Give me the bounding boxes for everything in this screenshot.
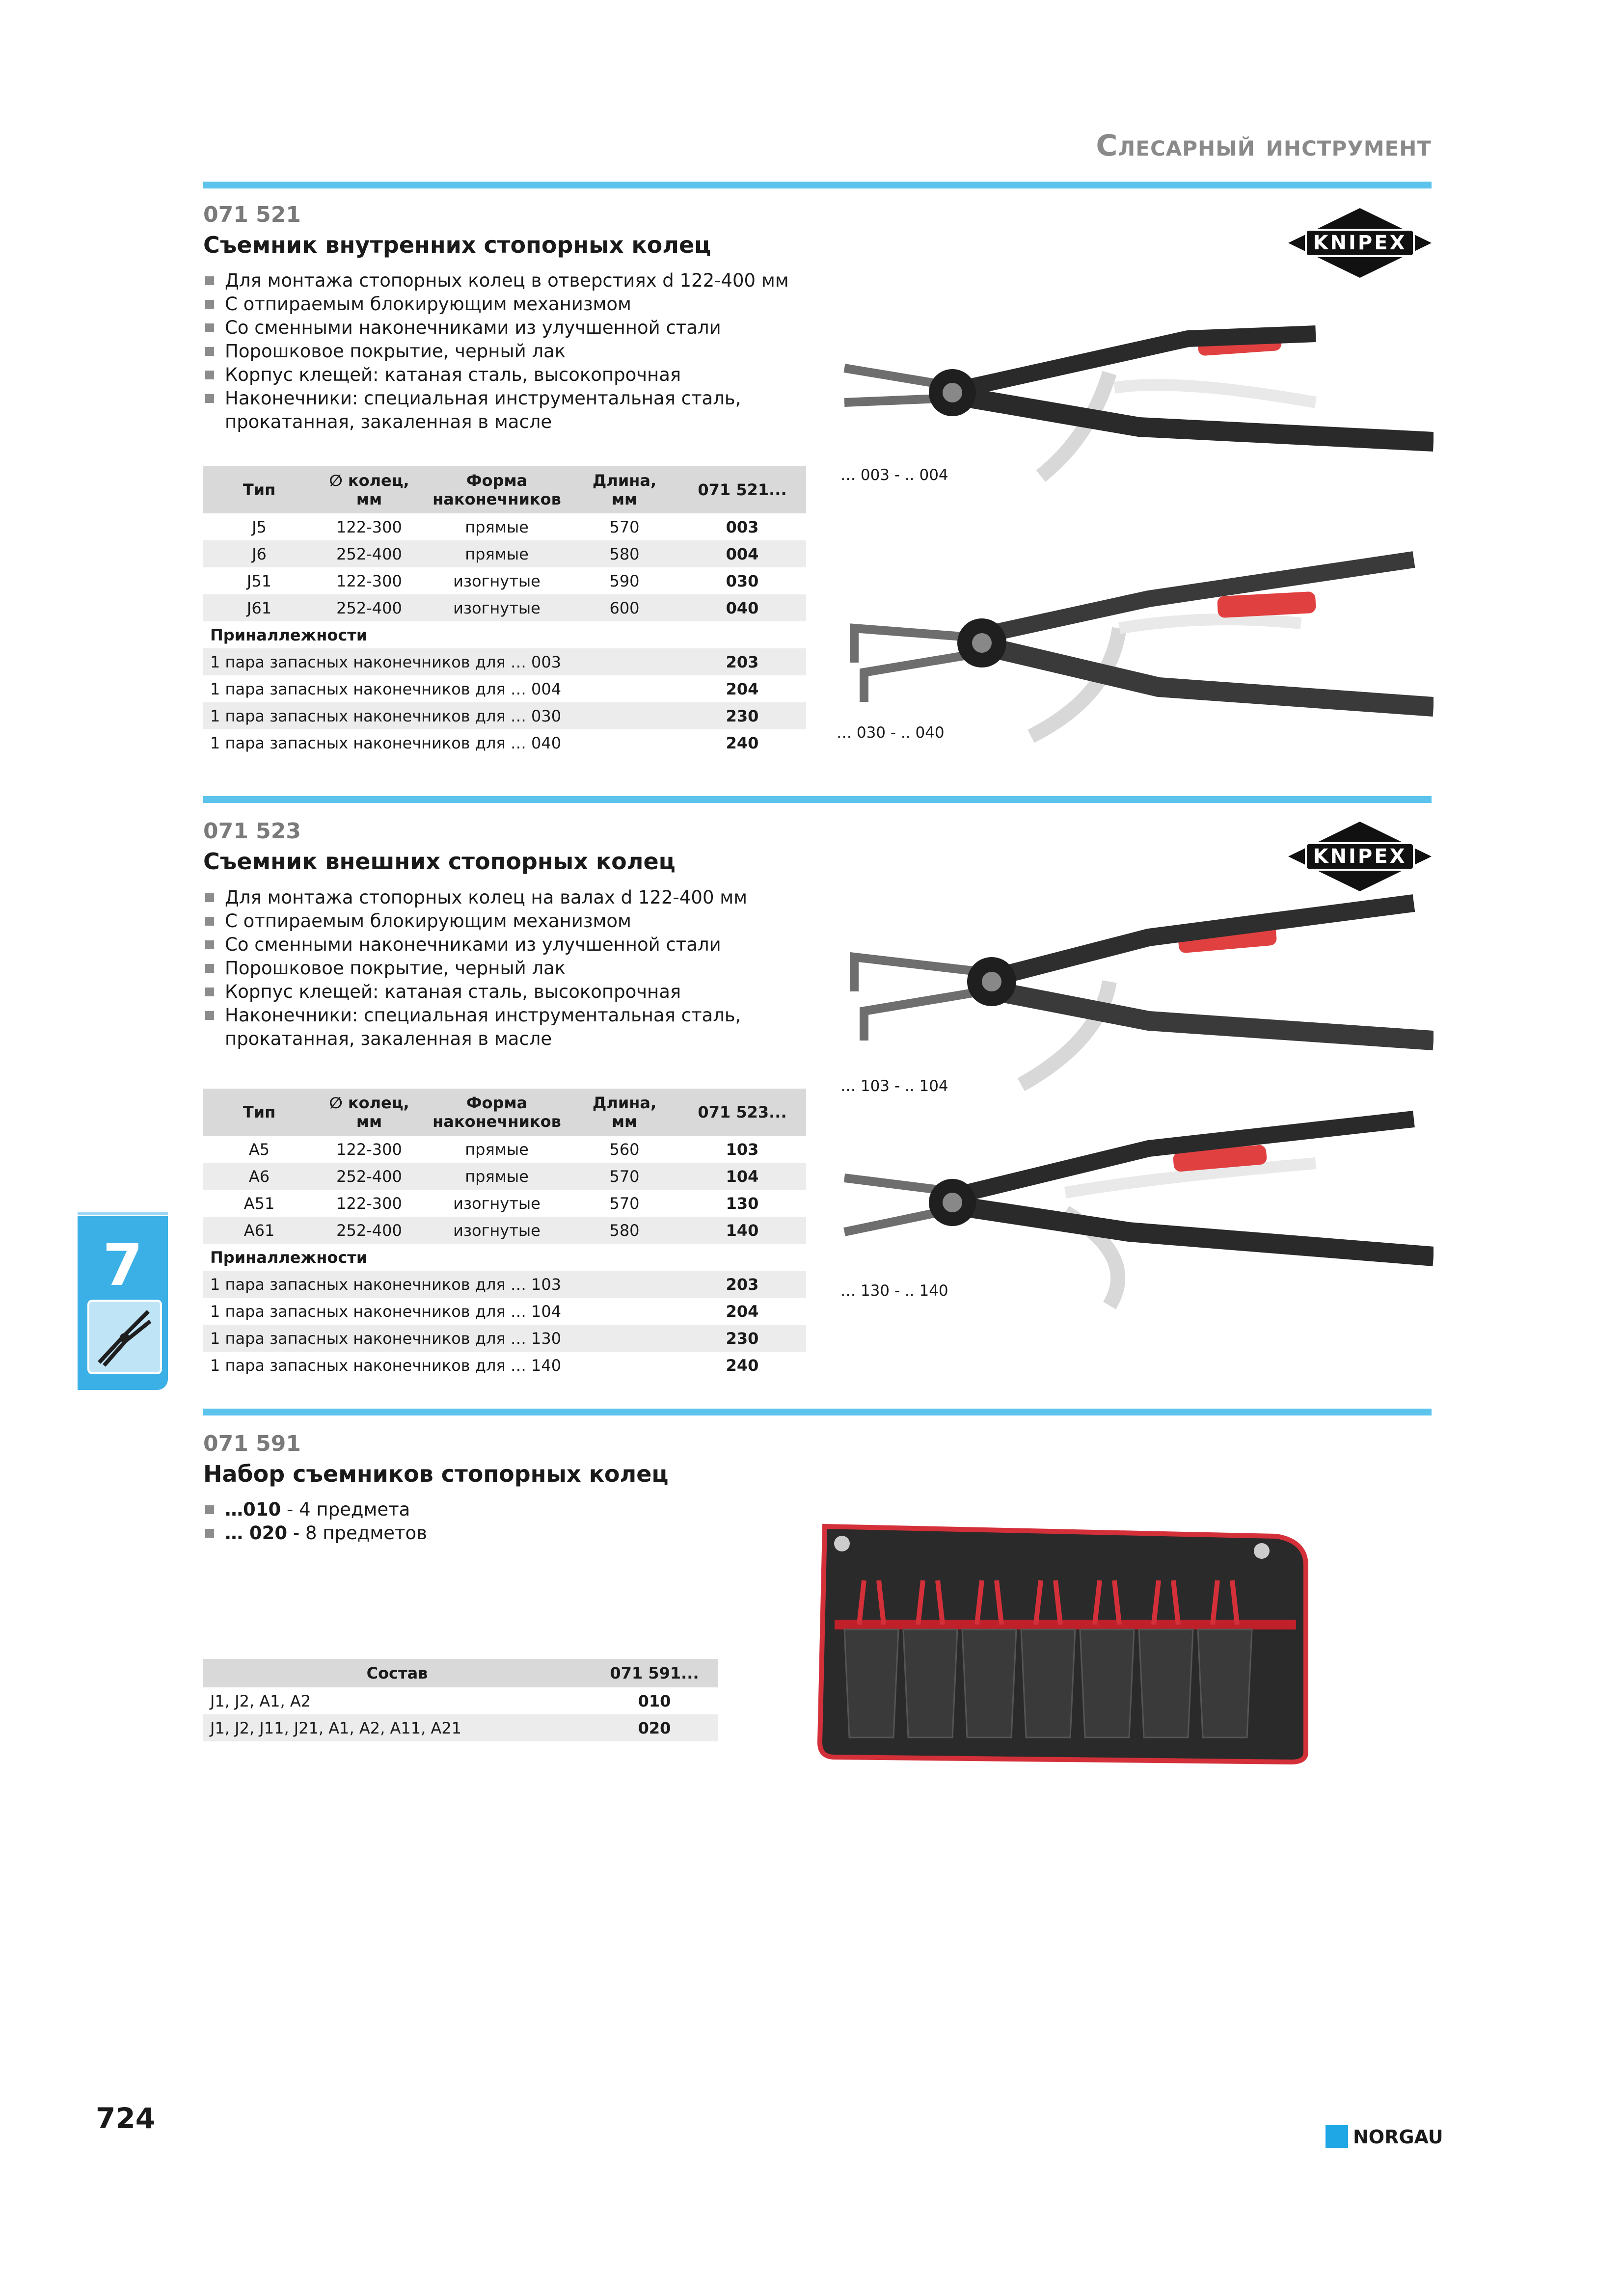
internal-pliers-bent-image [835, 545, 1434, 751]
feature-item: Наконечники: специальная инструментальная сталь, прокатанная, закаленная в масле [203, 387, 789, 434]
feature-item: С отпираемым блокирующим механизмом [203, 293, 789, 316]
image-caption: … 130 - .. 140 [840, 1282, 948, 1300]
col-header: Форма наконечников [423, 1089, 570, 1136]
image-caption: … 003 - .. 004 [840, 466, 948, 484]
table-row: 1 пара запасных наконечников для … 104 204 [210, 1302, 759, 1321]
col-header: 071 523... [678, 1089, 806, 1136]
feature-item: Корпус клещей: катаная сталь, высокопрочная [203, 363, 789, 387]
brand-logo-square [1325, 2125, 1348, 2148]
tool-roll-image [815, 1522, 1316, 1767]
col-header: 071 591... [591, 1659, 718, 1687]
col-header: ∅ колец, мм [315, 466, 423, 513]
section-divider [203, 796, 1432, 803]
product-code: 071 521 [203, 202, 301, 227]
table-row: J1, J2, J11, J21, A1, A2, A11, A21 020 [203, 1714, 718, 1741]
feature-item: Порошковое покрытие, черный лак [203, 340, 789, 363]
table-row: 1 пара запасных наконечников для … 030 230 [203, 702, 806, 729]
col-header: Форма наконечников [423, 466, 570, 513]
table-row: 1 пара запасных наконечников для … 003 203 [203, 648, 806, 675]
feature-item: С отпираемым блокирующим механизмом [203, 909, 747, 933]
table-row: A6 252-400 прямые 570 104 [203, 1163, 806, 1190]
table-subheader: Приналлежности [210, 1248, 368, 1267]
table-row: J1, J2, A1, A2 010 [210, 1691, 671, 1710]
feature-item: Корпус клещей: катаная сталь, высокопрочная [203, 980, 747, 1004]
table-row: 1 пара запасных наконечников для … 140 240 [210, 1356, 759, 1375]
table-row: 1 пара запасных наконечников для … 004 204 [210, 679, 759, 698]
spec-table [203, 1089, 806, 1379]
table-row: 1 пара запасных наконечников для … 103 203 [203, 1271, 806, 1298]
table-row: J6 252-400 прямые 580 004 [203, 540, 806, 567]
product-code: 071 591 [203, 1431, 301, 1456]
page-section-title: Слесарный инструмент [1096, 129, 1432, 163]
feature-item: Для монтажа стопорных колец на валах d 122-400 мм [203, 886, 747, 909]
set-item: … 020 - 8 предметов [203, 1522, 427, 1545]
feature-item: Со сменными наконечниками из улучшенной стали [203, 316, 789, 340]
external-pliers-bent-image [835, 893, 1434, 1099]
product-title: Съемник внутренних стопорных колец [203, 232, 711, 258]
col-header: Тип [203, 1089, 315, 1136]
table-subheader: Приналлежности [210, 625, 368, 644]
feature-item: Для монтажа стопорных колец в отверстиях d 122-400 мм [203, 269, 789, 293]
table-row: J61 252-400 изогнутые 600 040 [203, 594, 806, 621]
product-code: 071 523 [203, 819, 301, 844]
set-table [203, 1659, 718, 1741]
table-row: 1 пара запасных наконечников для … 130 230 [203, 1325, 806, 1352]
feature-item: Наконечники: специальная инструментальная сталь, прокатанная, закаленная в масле [203, 1004, 747, 1051]
col-header: 071 521... [678, 466, 806, 513]
table-row: A51 122-300 изогнутые 570 130 [243, 1194, 759, 1213]
product-title: Набор съемников стопорных колец [203, 1461, 669, 1487]
page-number: 724 [96, 2102, 156, 2135]
svg-text:KNIPEX: KNIPEX [1313, 845, 1407, 868]
knipex-logo [1286, 206, 1434, 280]
tab-top-rule [78, 1212, 168, 1215]
spec-table [203, 466, 806, 756]
table-row: J5 122-300 прямые 570 003 [252, 517, 759, 536]
col-header: ∅ колец, мм [315, 1089, 423, 1136]
section-divider [203, 182, 1432, 188]
image-caption: … 103 - .. 104 [840, 1077, 948, 1095]
brand-name: NORGAU [1353, 2126, 1443, 2148]
knipex-logo [1286, 820, 1434, 893]
chapter-tab [78, 1216, 168, 1390]
svg-text:KNIPEX: KNIPEX [1313, 232, 1407, 254]
col-header: Тип [203, 466, 315, 513]
table-row: 1 пара запасных наконечников для … 040 240 [210, 733, 759, 752]
product-title: Съемник внешних стопорных колец [203, 848, 676, 875]
image-caption: … 030 - .. 040 [837, 724, 945, 742]
feature-item: Со сменными наконечниками из улучшенной стали [203, 933, 747, 957]
col-header: Длина, мм [570, 466, 678, 513]
section-divider [203, 1409, 1432, 1415]
set-list [203, 1498, 427, 1545]
table-row: A61 252-400 изогнутые 580 140 [203, 1217, 806, 1244]
col-header: Состав [203, 1659, 591, 1687]
feature-list [203, 269, 789, 434]
feature-list [203, 886, 747, 1051]
table-row: J51 122-300 изогнутые 590 030 [246, 571, 759, 590]
set-item: …010 - 4 предмета [203, 1498, 427, 1522]
pliers-icon [87, 1300, 162, 1374]
table-row: A5 122-300 прямые 560 103 [248, 1140, 759, 1159]
col-header: Длина, мм [570, 1089, 678, 1136]
chapter-number: 7 [102, 1231, 143, 1299]
feature-item: Порошковое покрытие, черный лак [203, 957, 747, 980]
